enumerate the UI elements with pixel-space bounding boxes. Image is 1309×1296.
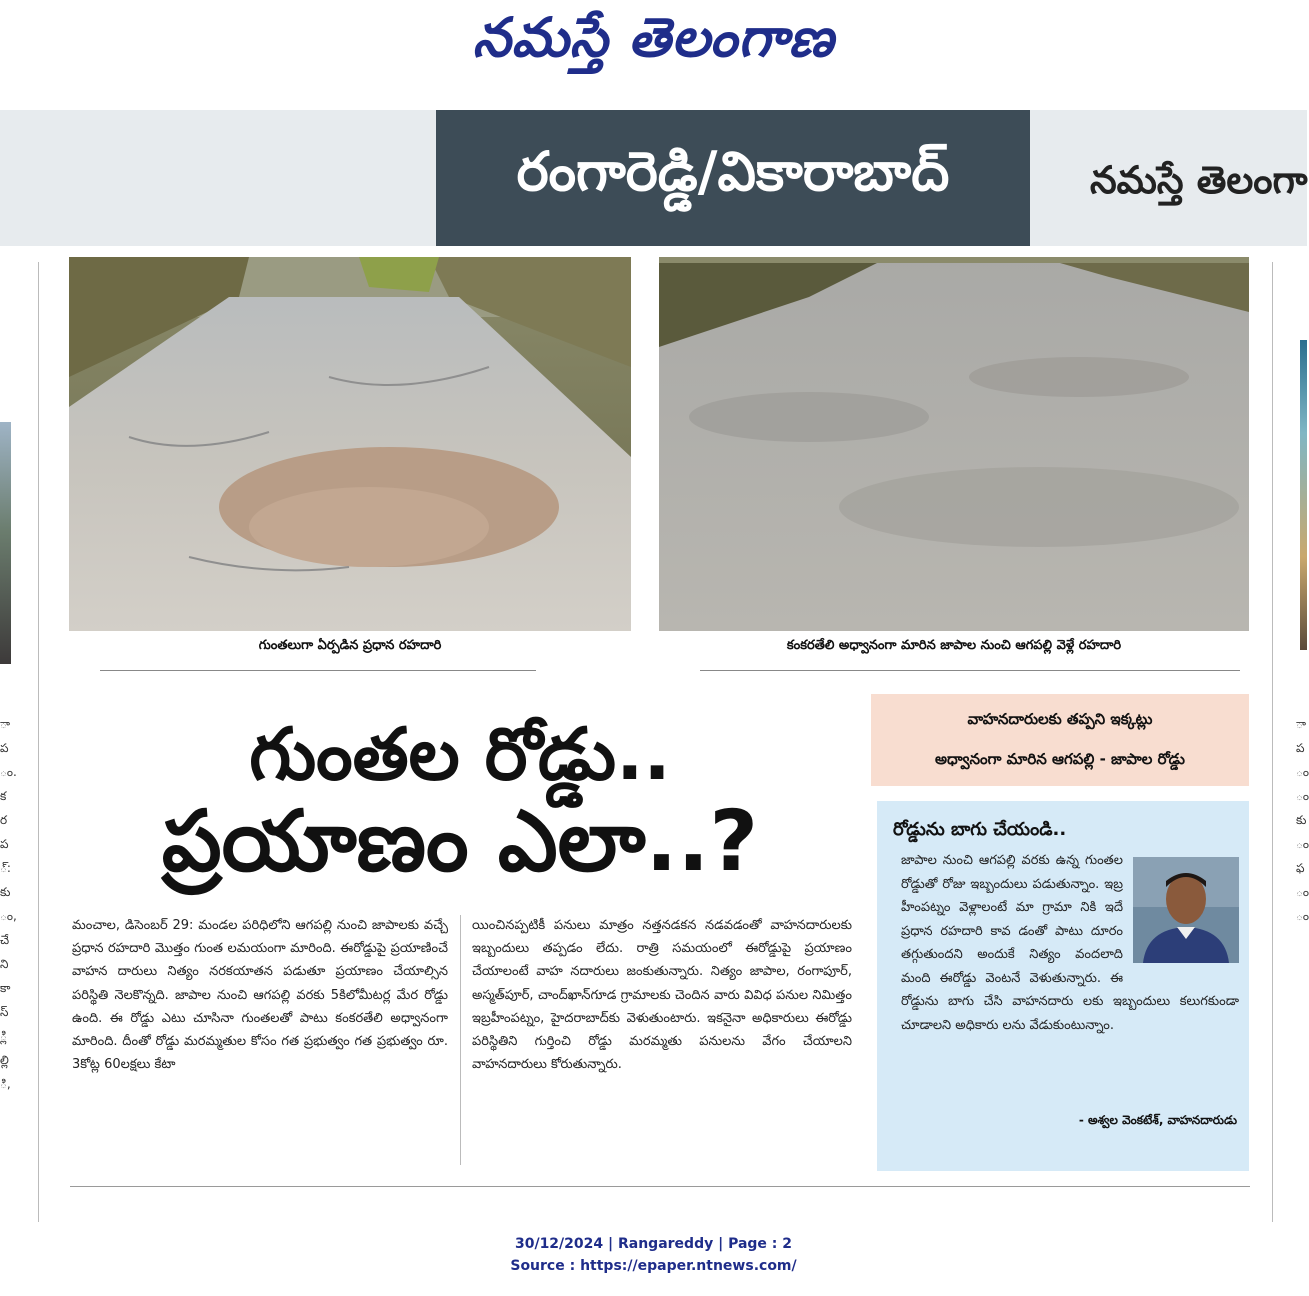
section-title: రంగారెడ్డి/వికారాబాద్ bbox=[516, 139, 950, 203]
photo-caption-right: కంకరతేలి అధ్వానంగా మారిన జాపాల నుంచి ఆగపల్లి వెళ్లే రహదారి bbox=[786, 638, 1122, 653]
masthead bbox=[0, 0, 1307, 100]
footer-source: Source : https://epaper.ntnews.com/ bbox=[510, 1258, 797, 1274]
photo-caption-left: గుంతలుగా ఏర్పడిన ప్రధాన రహదారి bbox=[258, 638, 442, 653]
portrait-photo bbox=[1133, 857, 1239, 963]
caption-rule-right bbox=[700, 670, 1240, 671]
sub-deck-line-1: వాహనదారులకు తప్పని ఇక్కట్లు bbox=[967, 710, 1153, 728]
column-rule-right bbox=[1272, 262, 1273, 1222]
quote-body-wrap bbox=[901, 849, 1239, 1037]
edge-photo-left bbox=[0, 422, 11, 664]
edge-text-left: ా ప ం. క ర ప ్: కు ం, చే ని కా స్ ్లి ల్లి ి, bbox=[0, 717, 17, 1091]
newspaper-logo: నమస్తే తెలంగాణ bbox=[472, 6, 835, 69]
sub-deck-box bbox=[871, 694, 1249, 786]
road-photo-left-image bbox=[69, 257, 631, 631]
headline-line-2: ప్రయాణం ఎలా..? bbox=[161, 792, 759, 890]
column-rule-left bbox=[38, 262, 39, 1222]
road-photo-right-image bbox=[659, 257, 1249, 631]
article-bottom-rule bbox=[70, 1186, 1250, 1187]
quote-body: జాపాల నుంచి ఆగపల్లి వరకు ఉన్న గుంతల రోడ్డుతో రోజు ఇబ్బందులు పడుతున్నాం. ఇబ్ర హీంపట్నం వెళ్లాలంటే మా గ్రామా నికి ఇదే ప్రధాన రహదారి కావ డంతో పాటు దూరం తగ్గుతుందని అందుకే నిత్యం వందలాది మంది ఈరోడ్డు వెంటనే వెళుతున్నారు. ఈ రోడ్డును బాగు చేసి వాహనదారు లకు ఇబ్బందులు కలుగకుండా చూడాలని అధికారు లను వేడుకుంటున్నాం. bbox=[901, 853, 1239, 1033]
headline-line-1: గుంతల రోడ్డు.. bbox=[249, 712, 671, 796]
edge-photo-right bbox=[1300, 340, 1307, 650]
section-right-logo: నమస్తే తెలంగా bbox=[1090, 158, 1308, 202]
section-title-box bbox=[436, 110, 1030, 246]
footer-date-page: 30/12/2024 | Rangareddy | Page : 2 bbox=[514, 1236, 793, 1252]
portrait-image bbox=[1133, 857, 1239, 963]
article-column-2: యించినప్పటికీ పనులు మాత్రం నత్తనడకన నడవడంతో వాహనదారులకు ఇబ్బందులు తప్పడం లేదు. రాత్రి సమయంలో ఈరోడ్డుపై ప్రయాణం చేయాలంటే వాహ నదారులు జంకుతున్నారు. నిత్యం జాపాల, రంగాపూర్, అస్మత్‌పూర్, చాంద్‌ఖాన్‌గూడ గ్రామాలకు చెందిన వారు వివిధ పనుల నిమిత్తం ఇబ్రహీంపట్నం, హైదరాబాద్‌కు వెళుతుంటారు. ఇకనైనా అధికారులు ఈరోడ్డు పరిస్థితిని గుర్తించి రోడ్డు మరమ్మతు పనులను వేగం చేయాలని వాహనదారులు కోరుతున్నారు. bbox=[472, 918, 852, 1073]
sub-deck-line-2: అధ్వానంగా మారిన ఆగపల్లి - జాపాల రోడ్డు bbox=[935, 750, 1185, 768]
quote-title: రోడ్డును బాగు చేయండి.. bbox=[893, 819, 1067, 840]
road-photo-left bbox=[69, 257, 631, 631]
caption-rule-left bbox=[100, 670, 536, 671]
road-photo-right bbox=[659, 257, 1249, 631]
edge-text-right: ా ప ం ం కు ం ఫ ం ం bbox=[1296, 717, 1309, 923]
section-band bbox=[0, 110, 1307, 246]
quote-box bbox=[877, 801, 1249, 1171]
article-column-1: మంచాల, డిసెంబర్ 29: మండల పరిధిలోని ఆగపల్లి నుంచి జాపాలకు వచ్చే ప్రధాన రహదారి మొత్తం గుంత లమయంగా మారింది. ఈరోడ్డుపై ప్రయాణించే వాహన దారులు నిత్యం నరకయాతన పడుతూ ప్రయాణం చేయాల్సిన పరిస్థితి నెలకొన్నది. జాపాల నుంచి ఆగపల్లి వరకు 5కిలోమీటర్ల మేర రోడ్డు ఉంది. ఈ రోడ్డు ఎటు చూసినా గుంతలతో పాటు కంకరతేలి అధ్వానంగా మారింది. దీంతో రోడ్డు మరమ్మతుల కోసం గత ప్రభుత్వం గత ప్రభుత్వం రూ. 3కోట్ల 60లక్షలు కేటా bbox=[72, 918, 448, 1073]
quote-credit: - అశ్వల వెంకటేశ్, వాహనదారుడు bbox=[1078, 1113, 1237, 1127]
column-rule-middle bbox=[460, 915, 461, 1165]
